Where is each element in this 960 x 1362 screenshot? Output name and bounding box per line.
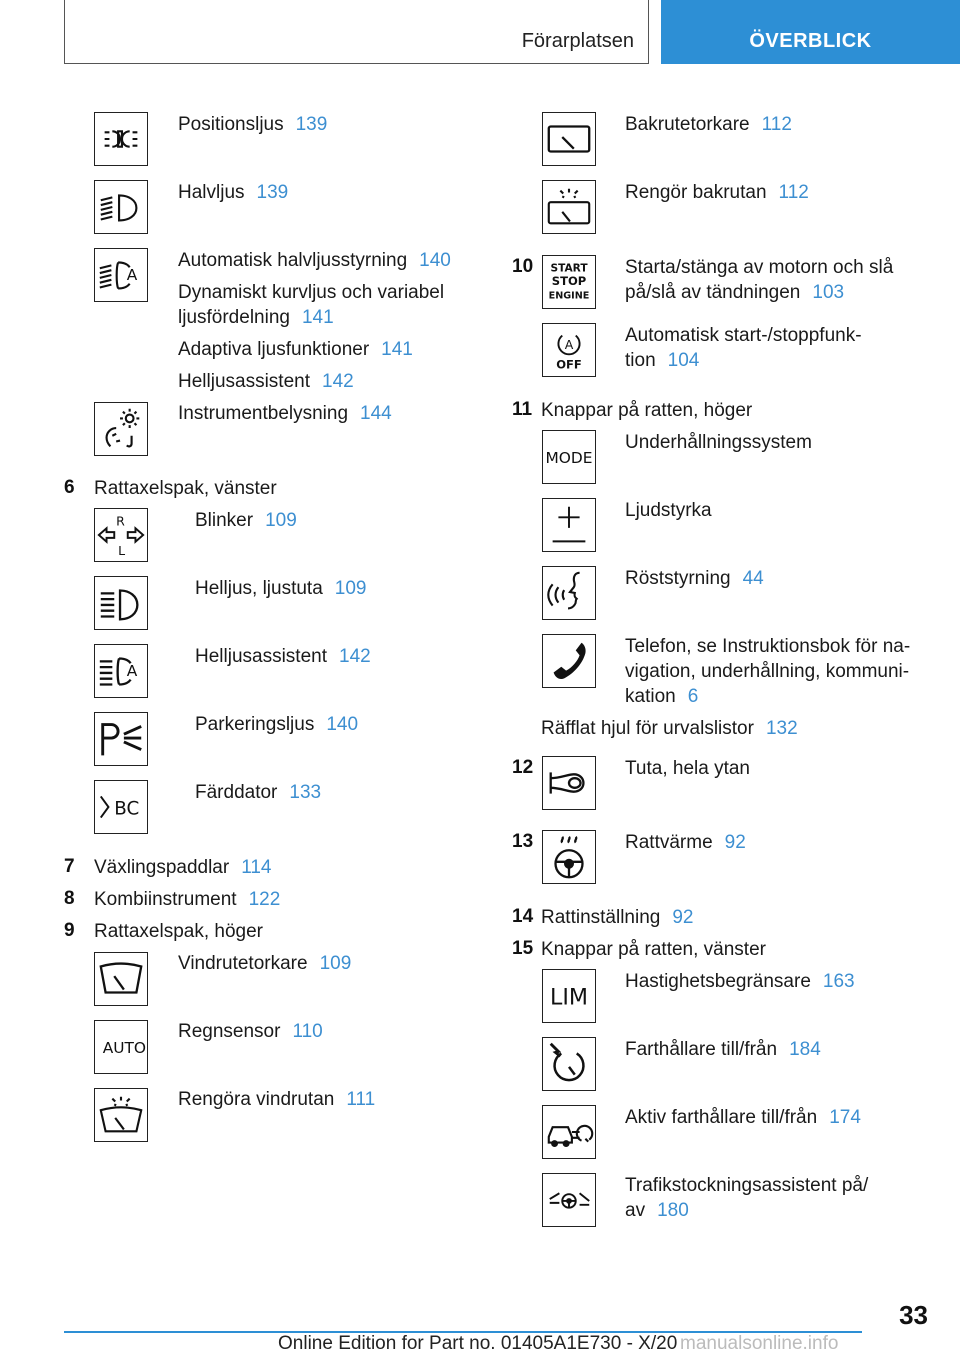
high-beam-icon	[94, 576, 148, 630]
entertainment-entry: Underhållningssystem	[625, 432, 812, 453]
section-header-box	[64, 0, 649, 64]
page-ref[interactable]: 109	[334, 578, 367, 599]
trip-computer-entry: Färddator 133	[195, 782, 322, 803]
page-ref[interactable]: 141	[381, 339, 413, 360]
item-number: 10	[512, 256, 534, 277]
page-ref[interactable]: 132	[765, 718, 798, 739]
volume-icon	[542, 498, 596, 552]
parking-light-entry: Parkeringsljus 140	[195, 714, 359, 735]
high-beam-entry: Helljus, ljustuta 109	[195, 578, 367, 599]
svg-text:MODE: MODE	[545, 448, 593, 467]
active-cruise-control-icon	[542, 1105, 596, 1159]
page-ref[interactable]: 141	[301, 307, 334, 328]
phone-icon	[542, 634, 596, 688]
page-ref[interactable]: 6	[687, 686, 699, 707]
svg-text:STOP: STOP	[551, 273, 587, 288]
dynamic-curve-light-entry: Dynamiskt kurvljus och variabel	[178, 282, 445, 303]
cruise-control-icon	[542, 1037, 596, 1091]
item-number: 12	[512, 757, 534, 778]
instrument-lighting-icon	[94, 402, 148, 456]
auto-start-stop-icon	[542, 323, 596, 377]
low-beam-icon	[94, 180, 148, 234]
turn-signal-entry: Blinker 109	[195, 510, 297, 531]
page-ref[interactable]: 112	[761, 114, 792, 135]
low-beam-entry: Halvljus 139	[178, 182, 289, 203]
steering-adjust-entry: Rattinställning 92	[541, 907, 694, 928]
page-ref[interactable]: 133	[289, 782, 322, 803]
high-beam-assist-icon	[94, 644, 148, 698]
rear-wiper-entry: Bakrutetorkare 112	[625, 114, 792, 135]
svg-text:A: A	[126, 661, 138, 680]
page-ref[interactable]: 122	[248, 889, 281, 910]
high-beam-assist-entry: Helljusassistent 142	[195, 646, 371, 667]
page-ref[interactable]: 109	[319, 953, 352, 974]
dynamic-curve-light-entry-cont: ljusfördelning 141	[178, 307, 334, 328]
item-number: 15	[512, 938, 534, 959]
thumbwheel-entry: Räfflat hjul för urvalslistor 132	[541, 718, 798, 739]
mode-icon	[542, 430, 596, 484]
section-title: Rattaxelspak, höger	[94, 921, 263, 942]
cruise-control-entry: Farthållare till/från 184	[625, 1039, 821, 1060]
page-ref[interactable]: 110	[292, 1021, 323, 1042]
position-light-icon	[94, 112, 148, 166]
page-ref[interactable]: 174	[829, 1107, 861, 1128]
svg-text:BC: BC	[114, 798, 140, 820]
edition-info: Online Edition for Part no. 01405A1E730 - X/20	[278, 1333, 678, 1354]
section-title: Knappar på ratten, vänster	[541, 939, 766, 960]
washer-entry: Rengöra vindrutan 111	[178, 1089, 376, 1110]
rear-washer-icon	[542, 180, 596, 234]
steering-heating-entry: Rattvärme 92	[625, 832, 746, 853]
phone-entry: Telefon, se Instruktionsbok för na-	[625, 636, 911, 657]
page-ref[interactable]: 140	[326, 714, 359, 735]
voice-control-entry: Röststyrning 44	[625, 568, 764, 589]
start-stop-entry: Starta/stänga av motorn och slå	[625, 257, 894, 278]
voice-control-icon	[542, 566, 596, 620]
page-ref[interactable]: 92	[724, 832, 746, 853]
page-ref[interactable]: 112	[778, 182, 809, 203]
page-ref[interactable]: 111	[346, 1089, 376, 1110]
horn-entry: Tuta, hela ytan	[625, 758, 750, 779]
turn-signal-icon	[94, 508, 148, 562]
rain-sensor-entry: Regnsensor 110	[178, 1021, 323, 1042]
page-ref[interactable]: 163	[822, 971, 855, 992]
page-ref[interactable]: 139	[295, 114, 328, 135]
section-title: Knappar på ratten, höger	[541, 400, 753, 421]
windshield-wiper-icon	[94, 952, 148, 1006]
auto-start-stop-entry: Automatisk start-/stoppfunk-	[625, 325, 862, 346]
section-title: Förarplatsen	[521, 30, 634, 52]
page-ref[interactable]: 142	[339, 646, 371, 667]
instrument-cluster-entry: Kombiinstrument 122	[94, 889, 281, 910]
traffic-jam-assistant-icon	[542, 1173, 596, 1227]
instrument-lighting-entry: Instrumentbelysning 144	[178, 403, 392, 424]
phone-entry-cont: vigation, underhållning, kommuni-	[625, 661, 910, 682]
rear-wiper-icon	[542, 112, 596, 166]
steering-wheel-heating-icon	[542, 830, 596, 884]
section-title: Rattaxelspak, vänster	[94, 478, 277, 499]
item-number: 7	[64, 856, 75, 877]
position-light-entry: Positionsljus 139	[178, 114, 328, 135]
page-ref[interactable]: 114	[241, 857, 272, 878]
page-ref[interactable]: 92	[672, 907, 694, 928]
start-stop-entry-cont: på/slå av tändningen 103	[625, 282, 845, 303]
page-ref[interactable]: 139	[256, 182, 289, 203]
auto-start-stop-entry-cont: tion 104	[625, 350, 700, 371]
page-ref[interactable]: 142	[322, 371, 354, 392]
traffic-jam-assistant-entry: Trafikstockningsassistent på/	[625, 1175, 869, 1196]
svg-text:L: L	[118, 543, 126, 559]
washer-icon	[94, 1088, 148, 1142]
overview-tab[interactable]	[661, 0, 960, 64]
rain-sensor-icon	[94, 1020, 148, 1074]
item-number: 13	[512, 831, 534, 852]
page-ref[interactable]: 144	[360, 403, 392, 424]
item-number: 9	[64, 920, 75, 941]
page-ref[interactable]: 104	[667, 350, 700, 371]
speed-limiter-icon	[542, 969, 596, 1023]
trip-computer-icon	[94, 780, 148, 834]
item-number: 14	[512, 906, 534, 927]
traffic-jam-assistant-entry-cont: av 180	[625, 1200, 689, 1221]
windshield-wiper-entry: Vindrutetorkare 109	[178, 953, 352, 974]
volume-entry: Ljudstyrka	[625, 500, 712, 521]
adaptive-light-entry: Adaptiva ljusfunktioner 141	[178, 339, 413, 360]
page-ref[interactable]: 184	[789, 1039, 821, 1060]
speed-limiter-entry: Hastighetsbegränsare 163	[625, 971, 855, 992]
svg-text:R: R	[116, 513, 125, 529]
auto-low-beam-icon	[94, 248, 148, 302]
rear-washer-entry: Rengör bakrutan 112	[625, 182, 809, 203]
phone-entry-cont2: kation 6	[625, 686, 699, 707]
item-number: 11	[512, 399, 533, 420]
item-number: 6	[64, 477, 75, 498]
svg-text:LIM: LIM	[550, 984, 588, 1011]
page-ref[interactable]: 140	[419, 250, 451, 271]
horn-icon	[542, 756, 596, 810]
paddle-shifters-entry: Växlingspaddlar 114	[94, 857, 272, 878]
svg-text:OFF: OFF	[556, 357, 582, 372]
svg-text:A: A	[126, 265, 138, 284]
parking-light-icon	[94, 712, 148, 766]
svg-text:ENGINE: ENGINE	[548, 290, 590, 302]
page-ref[interactable]: 103	[812, 282, 845, 303]
active-cruise-control-entry: Aktiv farthållare till/från 174	[625, 1107, 861, 1128]
svg-text:A: A	[564, 337, 574, 353]
overview-tab-label: ÖVERBLICK	[749, 30, 872, 52]
item-number: 8	[64, 888, 75, 909]
high-beam-assist-entry: Helljusassistent 142	[178, 371, 354, 392]
page-ref[interactable]: 109	[265, 510, 297, 531]
svg-text:START: START	[550, 262, 588, 275]
page-ref[interactable]: 44	[742, 568, 764, 589]
watermark: manualsonline.info	[680, 1333, 839, 1354]
page-number: 33	[899, 1300, 928, 1330]
start-stop-engine-icon	[542, 255, 596, 309]
auto-low-beam-entry: Automatisk halvljusstyrning 140	[178, 250, 451, 271]
page-ref[interactable]: 180	[657, 1200, 689, 1221]
svg-text:AUTO: AUTO	[102, 1038, 147, 1057]
